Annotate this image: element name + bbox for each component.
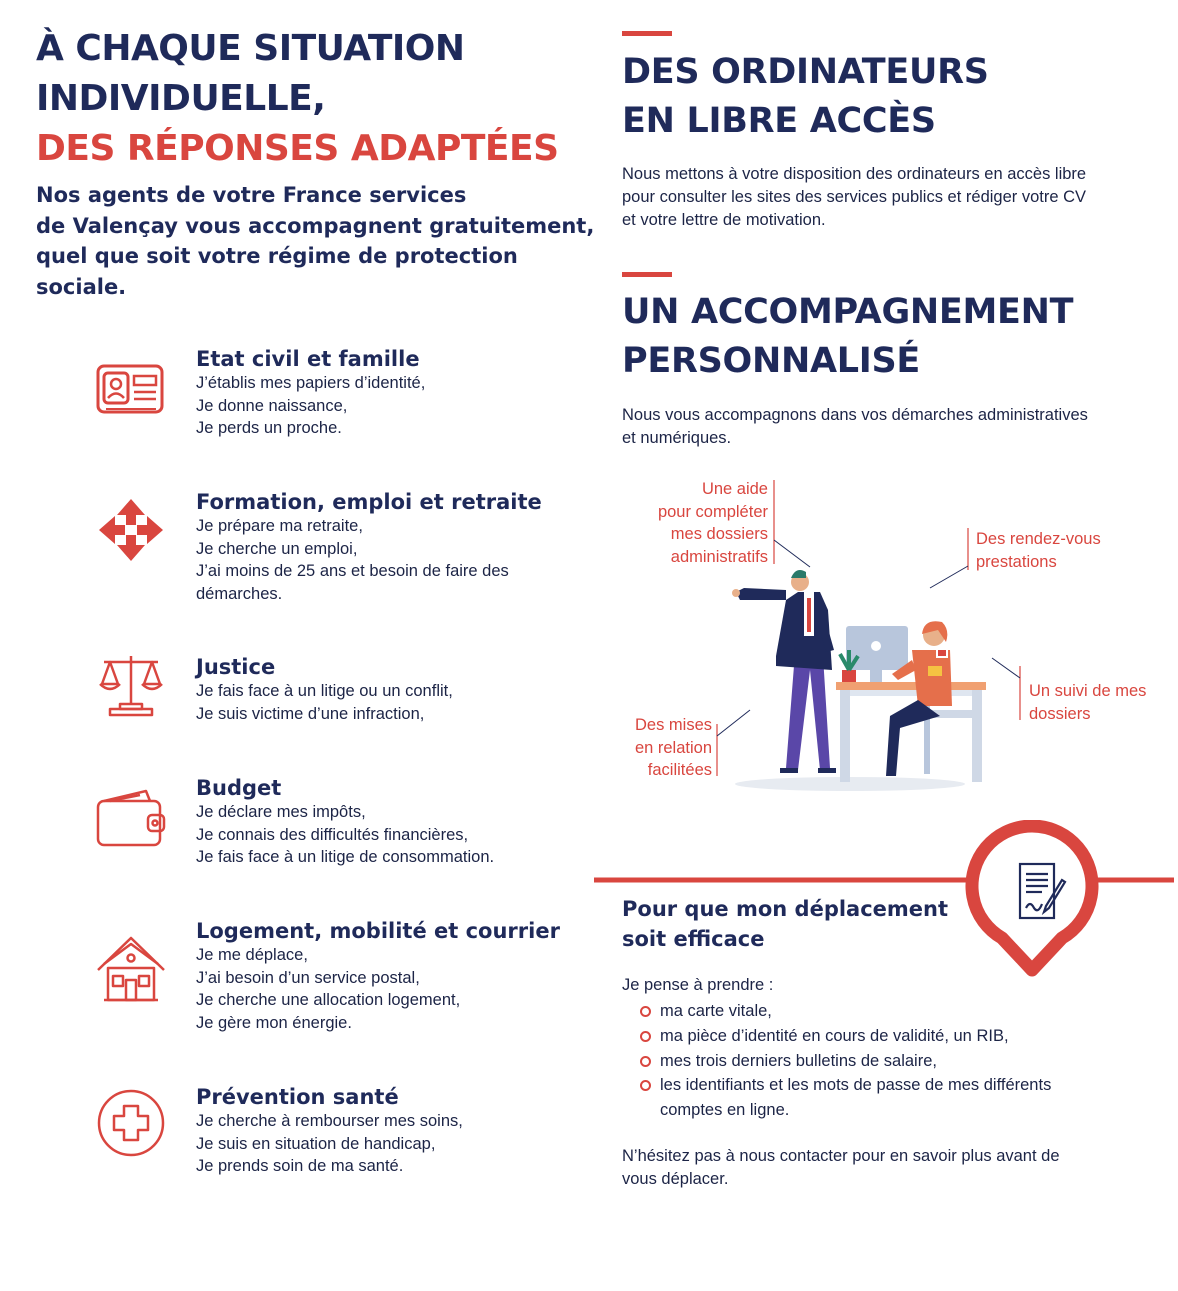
left-title-line2: INDIVIDUELLE, [36,78,326,119]
category-line: Je me déplace, [196,946,308,964]
left-title-line3: DES RÉPONSES ADAPTÉES [36,128,559,169]
list-item [640,1049,1160,1074]
tips-outro-line: N’hésitez pas à nous contacter pour en savoir plus avant de [622,1147,1060,1165]
category-line: Je connais des difficultés financières, [196,825,469,844]
category-title: Etat civil et famille [196,347,420,371]
label-rendez-vous [976,528,1101,573]
bullet-circle-icon [640,1031,651,1042]
category-line: Je suis en situation de handicap, [196,1134,436,1153]
list-item [640,999,1160,1024]
category-line: Je cherche une allocation logement, [196,991,461,1009]
support-title-line1: UN ACCOMPAGNEMENT [622,292,1074,332]
support-text-line: Nous vous accompagnons dans vos démarches administratives [622,406,1088,424]
label-aide [640,478,768,568]
support-title-line2: PERSONNALISÉ [622,341,920,381]
list-item-text: mes trois derniers bulletins de salaire, [660,1051,937,1070]
category-line: Je prépare ma retraite, [196,517,363,535]
category-line: Je suis victime d’une infraction, [196,704,425,723]
left-intro-line: de Valençay vous accompagnent gratuitement, [36,213,595,238]
tips-title [622,894,948,954]
list-item-text: comptes en ligne. [660,1101,790,1120]
list-item [640,1024,1160,1049]
label-line: dossiers [1029,704,1091,723]
left-title [36,24,559,174]
list-item-text: ma carte vitale, [660,1002,772,1020]
tips-title-line: Pour que mon déplacement [622,897,949,921]
computers-title-line1: DES ORDINATEURS [622,52,989,92]
computers-text-line: pour consulter les sites des services publics et rédiger votre CV [622,188,1087,206]
left-title-line1: À CHAQUE SITUATION [36,28,465,69]
category-title: Prévention santé [196,1085,399,1109]
bullet-circle-icon [640,1056,651,1067]
label-line: Un suivi de mes [1029,682,1147,700]
computers-text-line: et votre lettre de motivation. [622,211,826,229]
category-title: Formation, emploi et retraite [196,490,542,514]
document-signature-icon [1012,858,1074,924]
support-text-line: et numériques. [622,429,732,447]
computers-title [622,48,989,146]
label-mises-en-relation [612,714,712,782]
label-line: prestations [976,552,1057,571]
health-cross-icon [96,1088,166,1158]
list-item-text: ma pièce d’identité en cours de validité, un RIB, [660,1026,1009,1045]
label-line: pour compléter [657,502,768,521]
category-line: Je gère mon énergie. [196,1013,352,1032]
tips-lead: Je pense à prendre : [622,976,774,994]
list-item-text: les identifiants et les mots de passe de mes différents [660,1076,1052,1095]
category-title: Justice [196,655,276,679]
computers-title-line2: EN LIBRE ACCÈS [622,101,936,141]
computers-text [622,163,1162,232]
label-line: Des mises [634,716,712,734]
label-line: Des rendez-vous [976,530,1101,548]
category-line: Je cherche un emploi, [196,539,358,558]
label-line: administratifs [670,547,768,566]
category-line: J’ai moins de 25 ans et besoin de faire des [196,562,509,580]
section-accent-dash [622,272,672,277]
id-card-icon [96,362,166,418]
section-accent-dash [622,31,672,36]
bullet-circle-icon [640,1006,651,1017]
wallet-icon [96,787,168,849]
category-line: Je fais face à un litige de consommation. [196,848,495,866]
support-text [622,404,1162,450]
category-line: démarches. [196,584,283,603]
computers-text-line: Nous mettons à votre disposition des ordinateurs en accès libre [622,165,1087,183]
scales-icon [96,652,166,718]
category-line: Je fais face à un litige ou un conflit, [196,682,453,700]
label-line: Une aide [701,480,768,498]
category-line: J’ai besoin d’un service postal, [196,968,420,987]
label-line: facilitées [647,761,712,779]
tips-outro-line: vous déplacer. [622,1170,729,1188]
tips-list [640,999,1160,1123]
category-line: Je déclare mes impôts, [196,803,366,821]
left-intro-line: sociale. [36,274,127,299]
category-line: Je donne naissance, [196,396,348,415]
tips-outro [622,1145,1060,1191]
category-line: J’établis mes papiers d’identité, [196,374,426,392]
category-title: Logement, mobilité et courrier [196,919,560,943]
support-title [622,288,1073,386]
label-line: mes dossiers [670,525,768,543]
category-title: Budget [196,776,282,800]
list-item [640,1073,1160,1123]
bullet-circle-icon [640,1080,651,1091]
category-line: Je prends soin de ma santé. [196,1157,404,1175]
left-intro-line: Nos agents de votre France services [36,183,467,207]
category-line: Je perds un proche. [196,419,342,437]
label-line: en relation [634,738,712,757]
four-arrows-icon [96,497,166,563]
tips-title-line: soit efficace [622,927,765,951]
label-suivi [1029,680,1146,725]
house-icon [96,934,166,1004]
category-line: Je cherche à rembourser mes soins, [196,1112,463,1130]
left-intro [36,180,595,302]
left-intro-line: quel que soit votre régime de protection [36,244,518,268]
